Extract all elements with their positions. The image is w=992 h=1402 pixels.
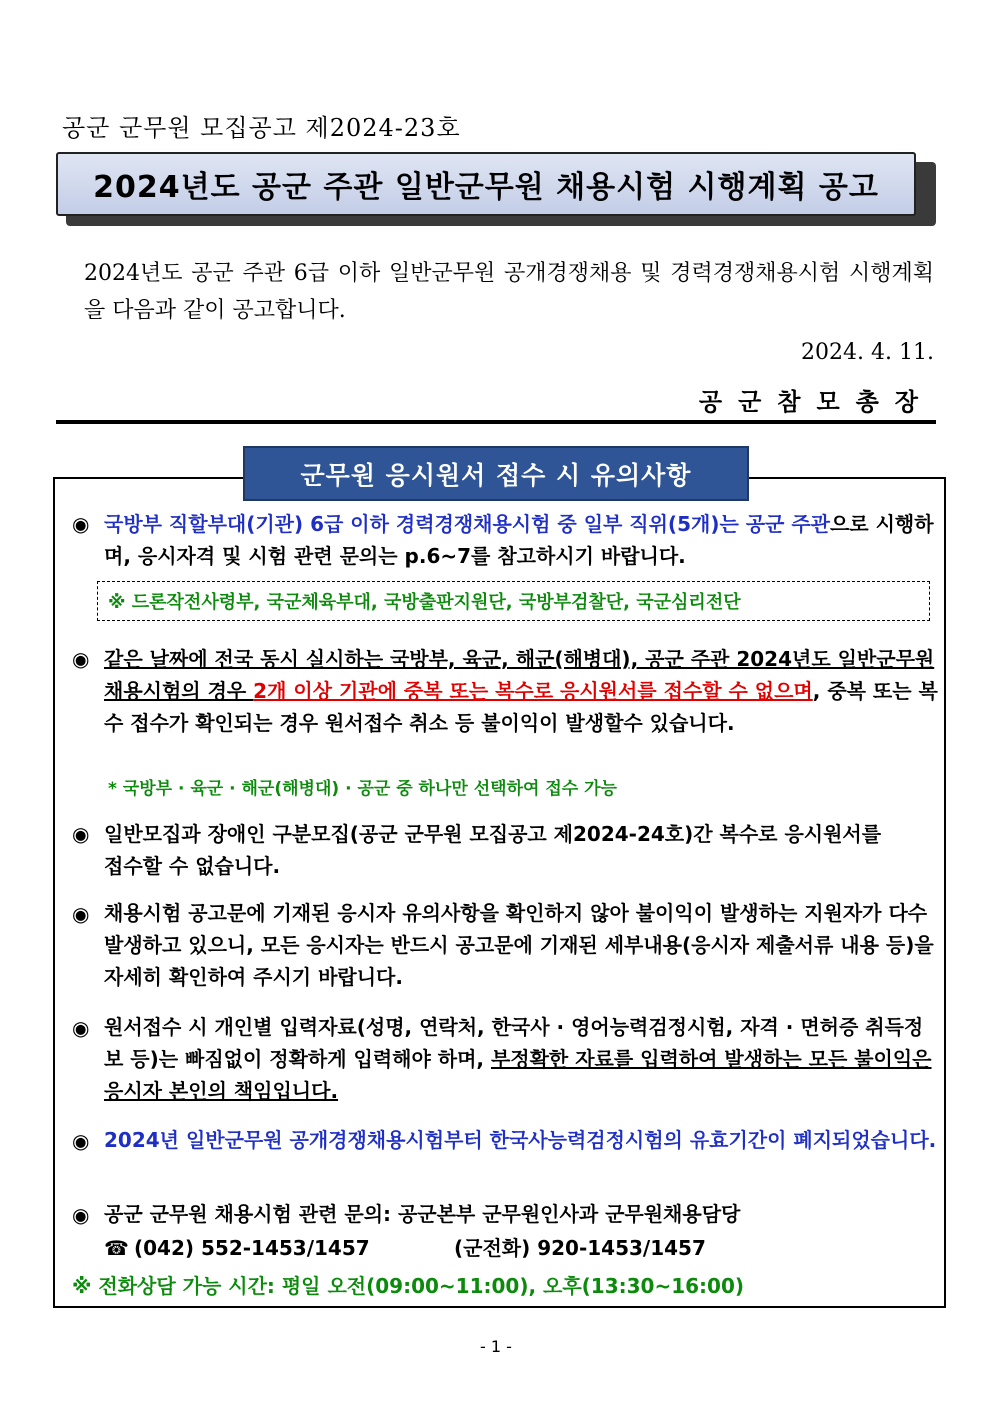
- single-choice-note: * 국방부 · 육군 · 해군(해병대) · 공군 중 하나만 선택하여 접수 가능: [108, 779, 617, 799]
- title-box: [56, 152, 916, 216]
- bullet-icon: ◉: [72, 1016, 90, 1040]
- item5-text: 원서접수 시 개인별 입력자료(성명, 연락처, 한국사 · 영어능력검정시험, 자격 · 면허증 취득정보 등)는 빠짐없이 정확하게 입력해야 하며,: [104, 1015, 924, 1071]
- phone-number: (042) 552-1453/1457: [134, 1236, 370, 1260]
- item5-underlined: 부정확한 자료를 입력하여 발생하는 모든 불이익은 응시자 본인의 책임입니다.: [104, 1047, 932, 1103]
- phone-row: [104, 1232, 706, 1261]
- notice-item-2: [104, 643, 940, 739]
- notice-heading: [243, 446, 749, 501]
- item1-text: 으로 시행하며, 응시자격 및 시험 관련 문의는 p.6~7를 참고하시기 바랍니다.: [104, 512, 934, 568]
- bullet-icon: ◉: [72, 1203, 90, 1227]
- item1-highlight: 국방부 직할부대(기관) 6급 이하 경력경쟁채용시험 중 일부 직위(5개)는 공군 주관: [104, 512, 830, 536]
- phone-icon: ☎: [104, 1236, 129, 1260]
- page-number: - 1 -: [480, 1337, 512, 1356]
- bullet-icon: ◉: [72, 902, 90, 926]
- item2-warning: 2개 이상 기관에 중복 또는 복수로 응시원서를 접수할 수 없으며: [253, 679, 813, 703]
- notice-item-7: 공군 군무원 채용시험 관련 문의: 공군본부 군무원인사과 군무원채용담당: [104, 1202, 741, 1226]
- notice-item-1: [104, 508, 940, 572]
- bullet-icon: ◉: [72, 1129, 90, 1153]
- notice-item-3: 일반모집과 장애인 구분모집(공군 군무원 모집공고 제2024-24호)간 복수로 응시원서를 접수할 수 없습니다.: [104, 822, 882, 878]
- divider-rule: [56, 420, 936, 424]
- notice-number: 공군 군무원 모집공고 제2024-23호: [62, 114, 461, 142]
- item2-text-a: 같은 날짜에 전국 동시 실시하는 국방부, 육군, 해군(해병대), 공군 주관 2024년도 일반군무원 채용시험의 경우: [104, 647, 935, 703]
- military-phone: (군전화) 920-1453/1457: [454, 1236, 706, 1260]
- bullet-icon: ◉: [72, 822, 90, 846]
- notice-item-6: 2024년 일반군무원 공개경쟁채용시험부터 한국사능력검정시험의 유효기간이 폐지되었습니다.: [104, 1128, 937, 1152]
- notice-item-5: [104, 1011, 940, 1107]
- document-title: 2024년도 공군 주관 일반군무원 채용시험 시행계획 공고: [93, 170, 879, 205]
- notice-item-4: 채용시험 공고문에 기재된 응시자 유의사항을 확인하지 않아 불이익이 발생하는 지원자가 다수 발생하고 있으니, 모든 응시자는 반드시 공고문에 기재된 세부내용(응시자 제출서류 내용 등)을 자세히 확인하여 주시기 바랍니다.: [104, 901, 934, 989]
- issue-date: 2024. 4. 11.: [801, 340, 934, 365]
- bullet-icon: ◉: [72, 512, 90, 536]
- item2-text-b: , 중복 또는 복수 접수가 확인되는 경우 원서접수 취소 등 불이익이 발생할수 있습니다.: [104, 679, 938, 735]
- notice-heading-text: 군무원 응시원서 접수 시 유의사항: [300, 460, 692, 490]
- units-note: ※ 드론작전사령부, 국군체육부대, 국방출판지원단, 국방부검찰단, 국군심리전단: [108, 592, 741, 613]
- bullet-icon: ◉: [72, 647, 90, 671]
- intro-paragraph: 2024년도 공군 주관 6급 이하 일반군무원 공개경쟁채용 및 경력경쟁채용시험 시행계획을 다음과 같이 공고합니다.: [84, 261, 934, 323]
- note-box-units: [97, 581, 930, 621]
- signer: 공군참모총장: [698, 387, 934, 416]
- phone-hours: ※ 전화상담 가능 시간: 평일 오전(09:00~11:00), 오후(13:30~16:00): [72, 1274, 745, 1298]
